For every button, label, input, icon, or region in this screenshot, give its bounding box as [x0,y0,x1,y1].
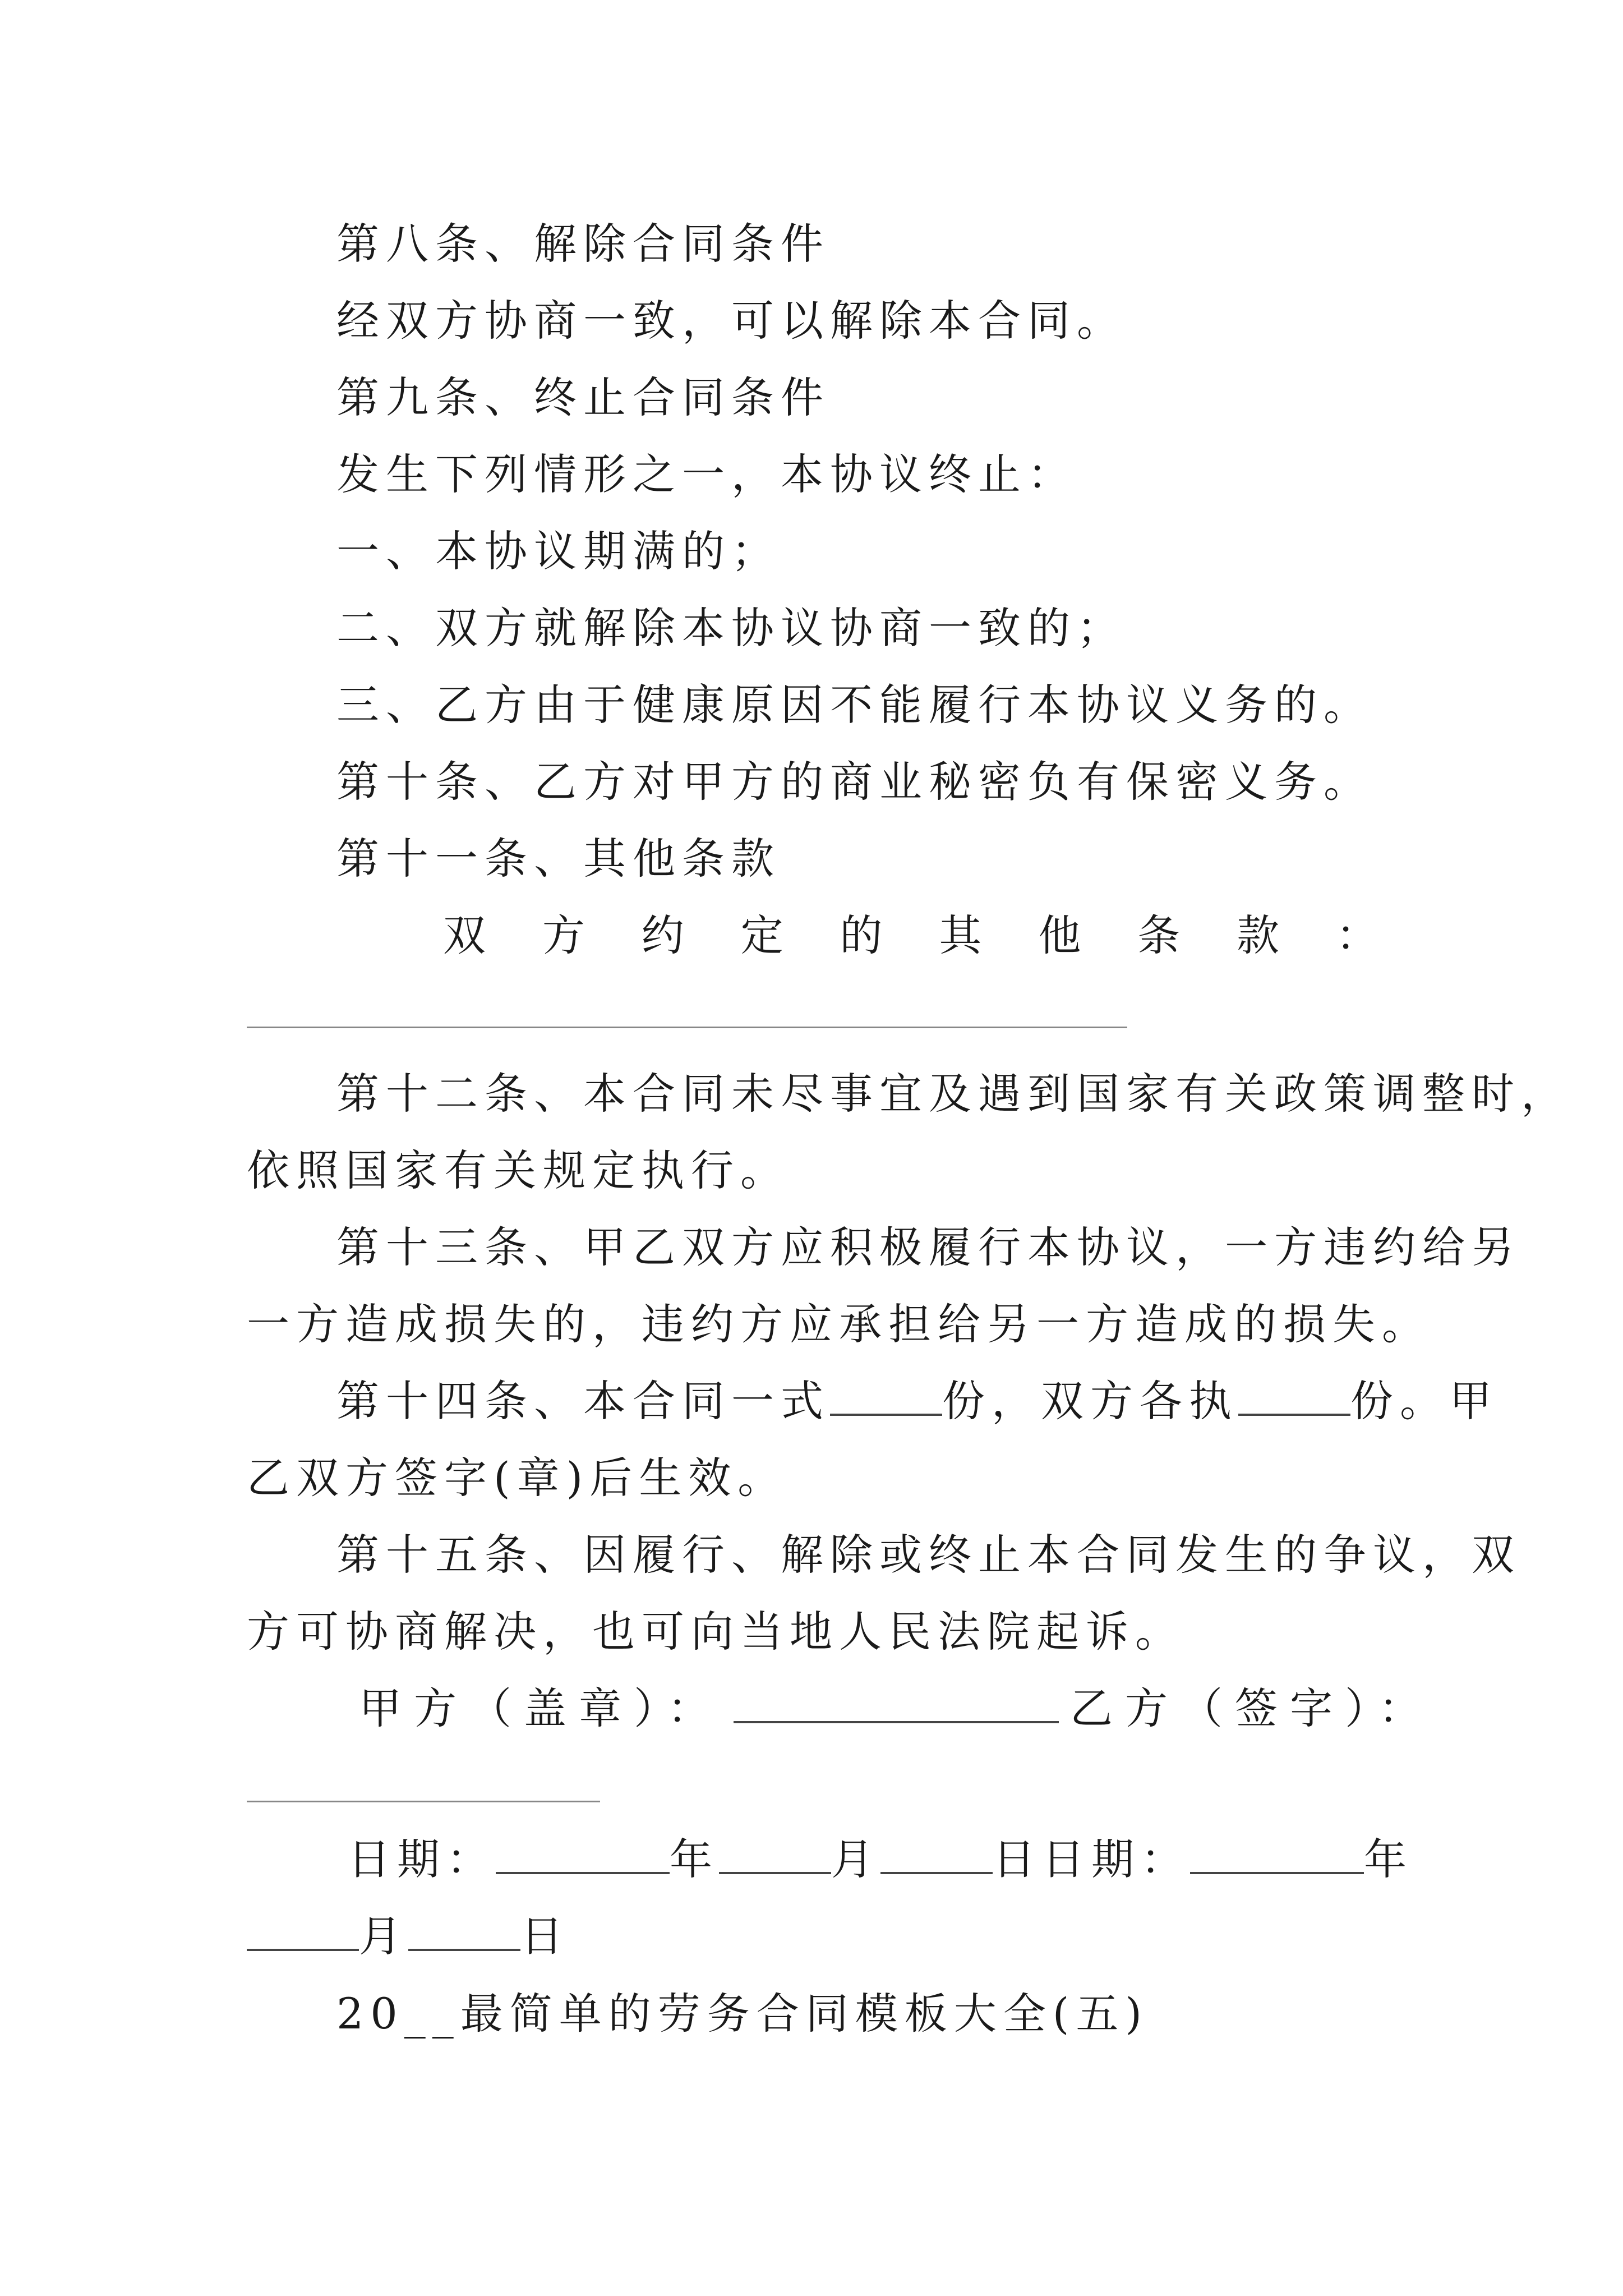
party-a-blank [734,1682,1059,1723]
month-a-blank [719,1833,831,1874]
party-a-seal-label: 甲方（盖章）： [359,1683,722,1733]
article-11-other-terms: 双方约定的其他条款： [443,910,1385,960]
year-a-label: 年 [670,1834,719,1884]
copies-total-blank [830,1374,942,1416]
article-15-line-1: 第十五条、因履行、解除或终止本合同发生的争议，双 [336,1530,1521,1580]
copies-each-blank [1238,1374,1350,1416]
party-b-sign-label: 乙方（签字）： [1070,1683,1433,1733]
month-b-label: 月 [359,1911,408,1961]
date-row-2 [247,1908,1385,1964]
article-14-line-1 [336,1373,1498,1429]
month-a-label: 月 [831,1834,880,1884]
article-9-item-2: 二、双方就解除本协议协商一致的； [336,603,1126,653]
article-14-line-2: 乙双方签字(章)后生效。 [247,1453,787,1503]
article-13-line-1: 第十三条、甲乙双方应积极履行本协议，一方违约给另 [336,1222,1521,1272]
article-12-line-1: 第十二条、本合同未尽事宜及遇到国家有关政策调整时， [336,1069,1570,1119]
year-a-blank [496,1833,670,1874]
day-b-label: 日 [520,1911,570,1961]
day-b-blank [408,1910,520,1951]
article-14-part-c: 份。甲 [1350,1376,1498,1426]
article-12-line-2: 依照国家有关规定执行。 [247,1145,790,1195]
party-b-blank-line [247,1801,600,1802]
article-9-intro: 发生下列情形之一，本协议终止： [336,449,1077,499]
article-14-part-a: 第十四条、本合同一式 [336,1376,830,1426]
date-label-a: 日期： [348,1834,496,1884]
signature-row [359,1681,1433,1737]
article-13-line-2: 一方造成损失的，违约方应承担给另一方造成的损失。 [247,1299,1431,1349]
article-11-title: 第十一条、其他条款 [336,834,781,884]
year-b-label: 年 [1364,1834,1413,1884]
article-8-body: 经双方协商一致，可以解除本合同。 [336,296,1126,346]
article-10: 第十条、乙方对甲方的商业秘密负有保密义务。 [336,757,1373,807]
article-14-part-b: 份，双方各执 [942,1376,1238,1426]
date-row [348,1832,1413,1888]
article-9-title: 第九条、终止合同条件 [336,372,830,422]
next-section-title: 20__最简单的劳务合同模板大全(五) [336,1989,1149,2039]
month-b-blank [247,1910,359,1951]
article-8-title: 第八条、解除合同条件 [336,219,830,269]
day-date-label: 日日期： [993,1834,1190,1884]
article-15-line-2: 方可协商解决，也可向当地人民法院起诉。 [247,1607,1184,1657]
day-a-blank [880,1833,993,1874]
other-terms-blank-line [247,1027,1127,1028]
article-9-item-1: 一、本协议期满的； [336,526,781,576]
article-9-item-3: 三、乙方由于健康原因不能履行本协议义务的。 [336,680,1373,730]
year-b-blank [1190,1833,1364,1874]
